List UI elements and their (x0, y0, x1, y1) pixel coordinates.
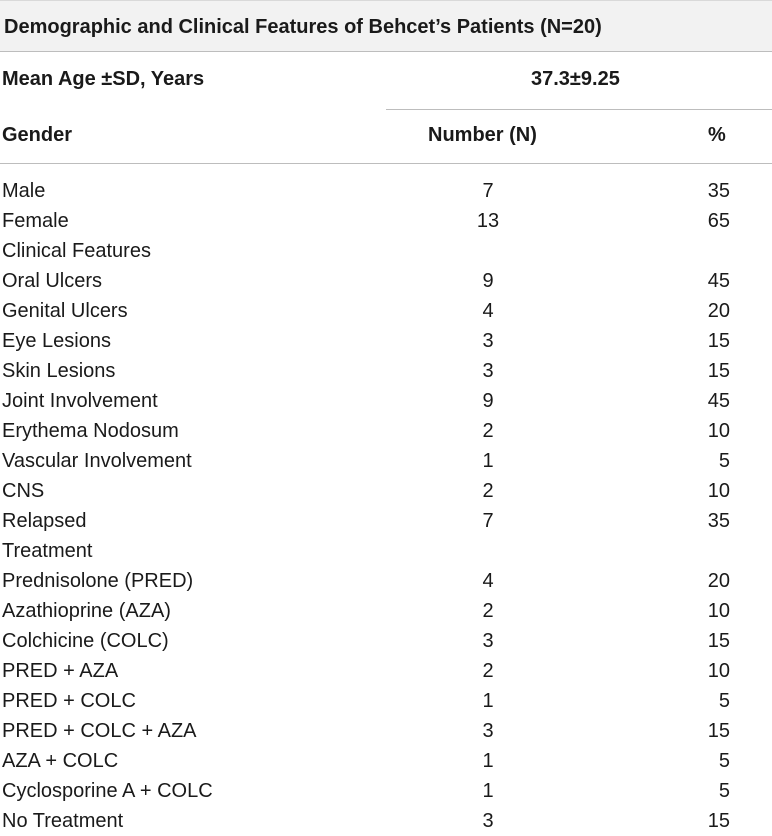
header-number: Number (N) (428, 124, 537, 146)
table-row (0, 236, 772, 266)
row-number: 1 (482, 780, 494, 802)
row-label: Treatment (2, 540, 93, 562)
table-row (0, 176, 772, 206)
row-label: Joint Involvement (2, 390, 158, 412)
row-number: 4 (482, 570, 494, 592)
table-row (0, 356, 772, 386)
table-row (0, 626, 772, 656)
row-percent: 20 (707, 570, 730, 592)
row-label: Relapsed (2, 510, 87, 532)
row-label: Eye Lesions (2, 330, 111, 352)
row-label: Vascular Involvement (2, 450, 192, 472)
mean-age-value: 37.3±9.25 (531, 68, 620, 90)
table-row (0, 266, 772, 296)
row-number: 13 (476, 210, 500, 232)
row-percent: 15 (707, 330, 730, 352)
table-row (0, 416, 772, 446)
row-percent: 45 (707, 390, 730, 412)
row-percent: 35 (707, 510, 730, 532)
row-number: 3 (482, 810, 494, 832)
row-number: 9 (482, 270, 494, 292)
row-label: PRED + COLC (2, 690, 136, 712)
row-percent: 45 (707, 270, 730, 292)
row-label: Azathioprine (AZA) (2, 600, 171, 622)
row-number: 2 (482, 660, 494, 682)
row-number: 4 (482, 300, 494, 322)
table-header-row (0, 108, 772, 164)
row-percent: 35 (707, 180, 730, 202)
row-label: Skin Lesions (2, 360, 116, 382)
table-row (0, 656, 772, 686)
table-row (0, 716, 772, 746)
row-percent: 15 (707, 720, 730, 742)
row-label: Genital Ulcers (2, 300, 128, 322)
row-percent: 5 (718, 450, 730, 472)
row-number: 3 (482, 630, 494, 652)
mean-age-label: Mean Age ±SD, Years (2, 68, 205, 90)
table-row (0, 746, 772, 776)
row-label: Colchicine (COLC) (2, 630, 169, 652)
header-gender: Gender (2, 124, 73, 146)
row-label: Male (2, 180, 46, 202)
row-percent: 5 (718, 780, 730, 802)
table-caption: Demographic and Clinical Features of Behcet’s Patients (N=20) (0, 0, 772, 52)
row-label: Erythema Nodosum (2, 420, 179, 442)
row-number: 2 (482, 480, 494, 502)
row-percent: 15 (707, 360, 730, 382)
row-number: 3 (482, 360, 494, 382)
table-row (0, 296, 772, 326)
table-row (0, 506, 772, 536)
mean-age-row (0, 52, 772, 108)
row-label: Prednisolone (PRED) (2, 570, 194, 592)
row-label: Cyclosporine A + COLC (2, 780, 213, 802)
table-body (0, 176, 772, 836)
row-percent: 10 (707, 480, 730, 502)
row-number: 7 (482, 180, 494, 202)
row-label: PRED + AZA (2, 660, 119, 682)
row-percent: 10 (707, 600, 730, 622)
row-label: AZA + COLC (2, 750, 119, 772)
row-label: CNS (2, 480, 45, 502)
row-label: Female (2, 210, 69, 232)
header-percent: % (708, 124, 726, 146)
table-row (0, 386, 772, 416)
row-label: Oral Ulcers (2, 270, 103, 292)
row-number: 3 (482, 720, 494, 742)
row-number: 9 (482, 390, 494, 412)
row-percent: 15 (707, 630, 730, 652)
row-number: 2 (482, 420, 494, 442)
row-number: 7 (482, 510, 494, 532)
table-row (0, 686, 772, 716)
row-percent: 5 (718, 750, 730, 772)
table-row (0, 776, 772, 806)
row-label: Clinical Features (2, 240, 151, 262)
row-percent: 20 (707, 300, 730, 322)
row-number: 1 (482, 750, 494, 772)
row-label: PRED + COLC + AZA (2, 720, 197, 742)
table-row (0, 596, 772, 626)
row-number: 2 (482, 600, 494, 622)
row-percent: 10 (707, 420, 730, 442)
table-row (0, 206, 772, 236)
row-percent: 15 (707, 810, 730, 832)
row-percent: 10 (707, 660, 730, 682)
row-percent: 5 (718, 690, 730, 712)
row-label: No Treatment (2, 810, 124, 832)
row-number: 1 (482, 690, 494, 712)
table-row (0, 476, 772, 506)
row-number: 3 (482, 330, 494, 352)
table-row (0, 446, 772, 476)
row-number: 1 (482, 450, 494, 472)
table-row (0, 536, 772, 566)
table-row (0, 326, 772, 356)
table-row (0, 566, 772, 596)
row-percent: 65 (707, 210, 730, 232)
